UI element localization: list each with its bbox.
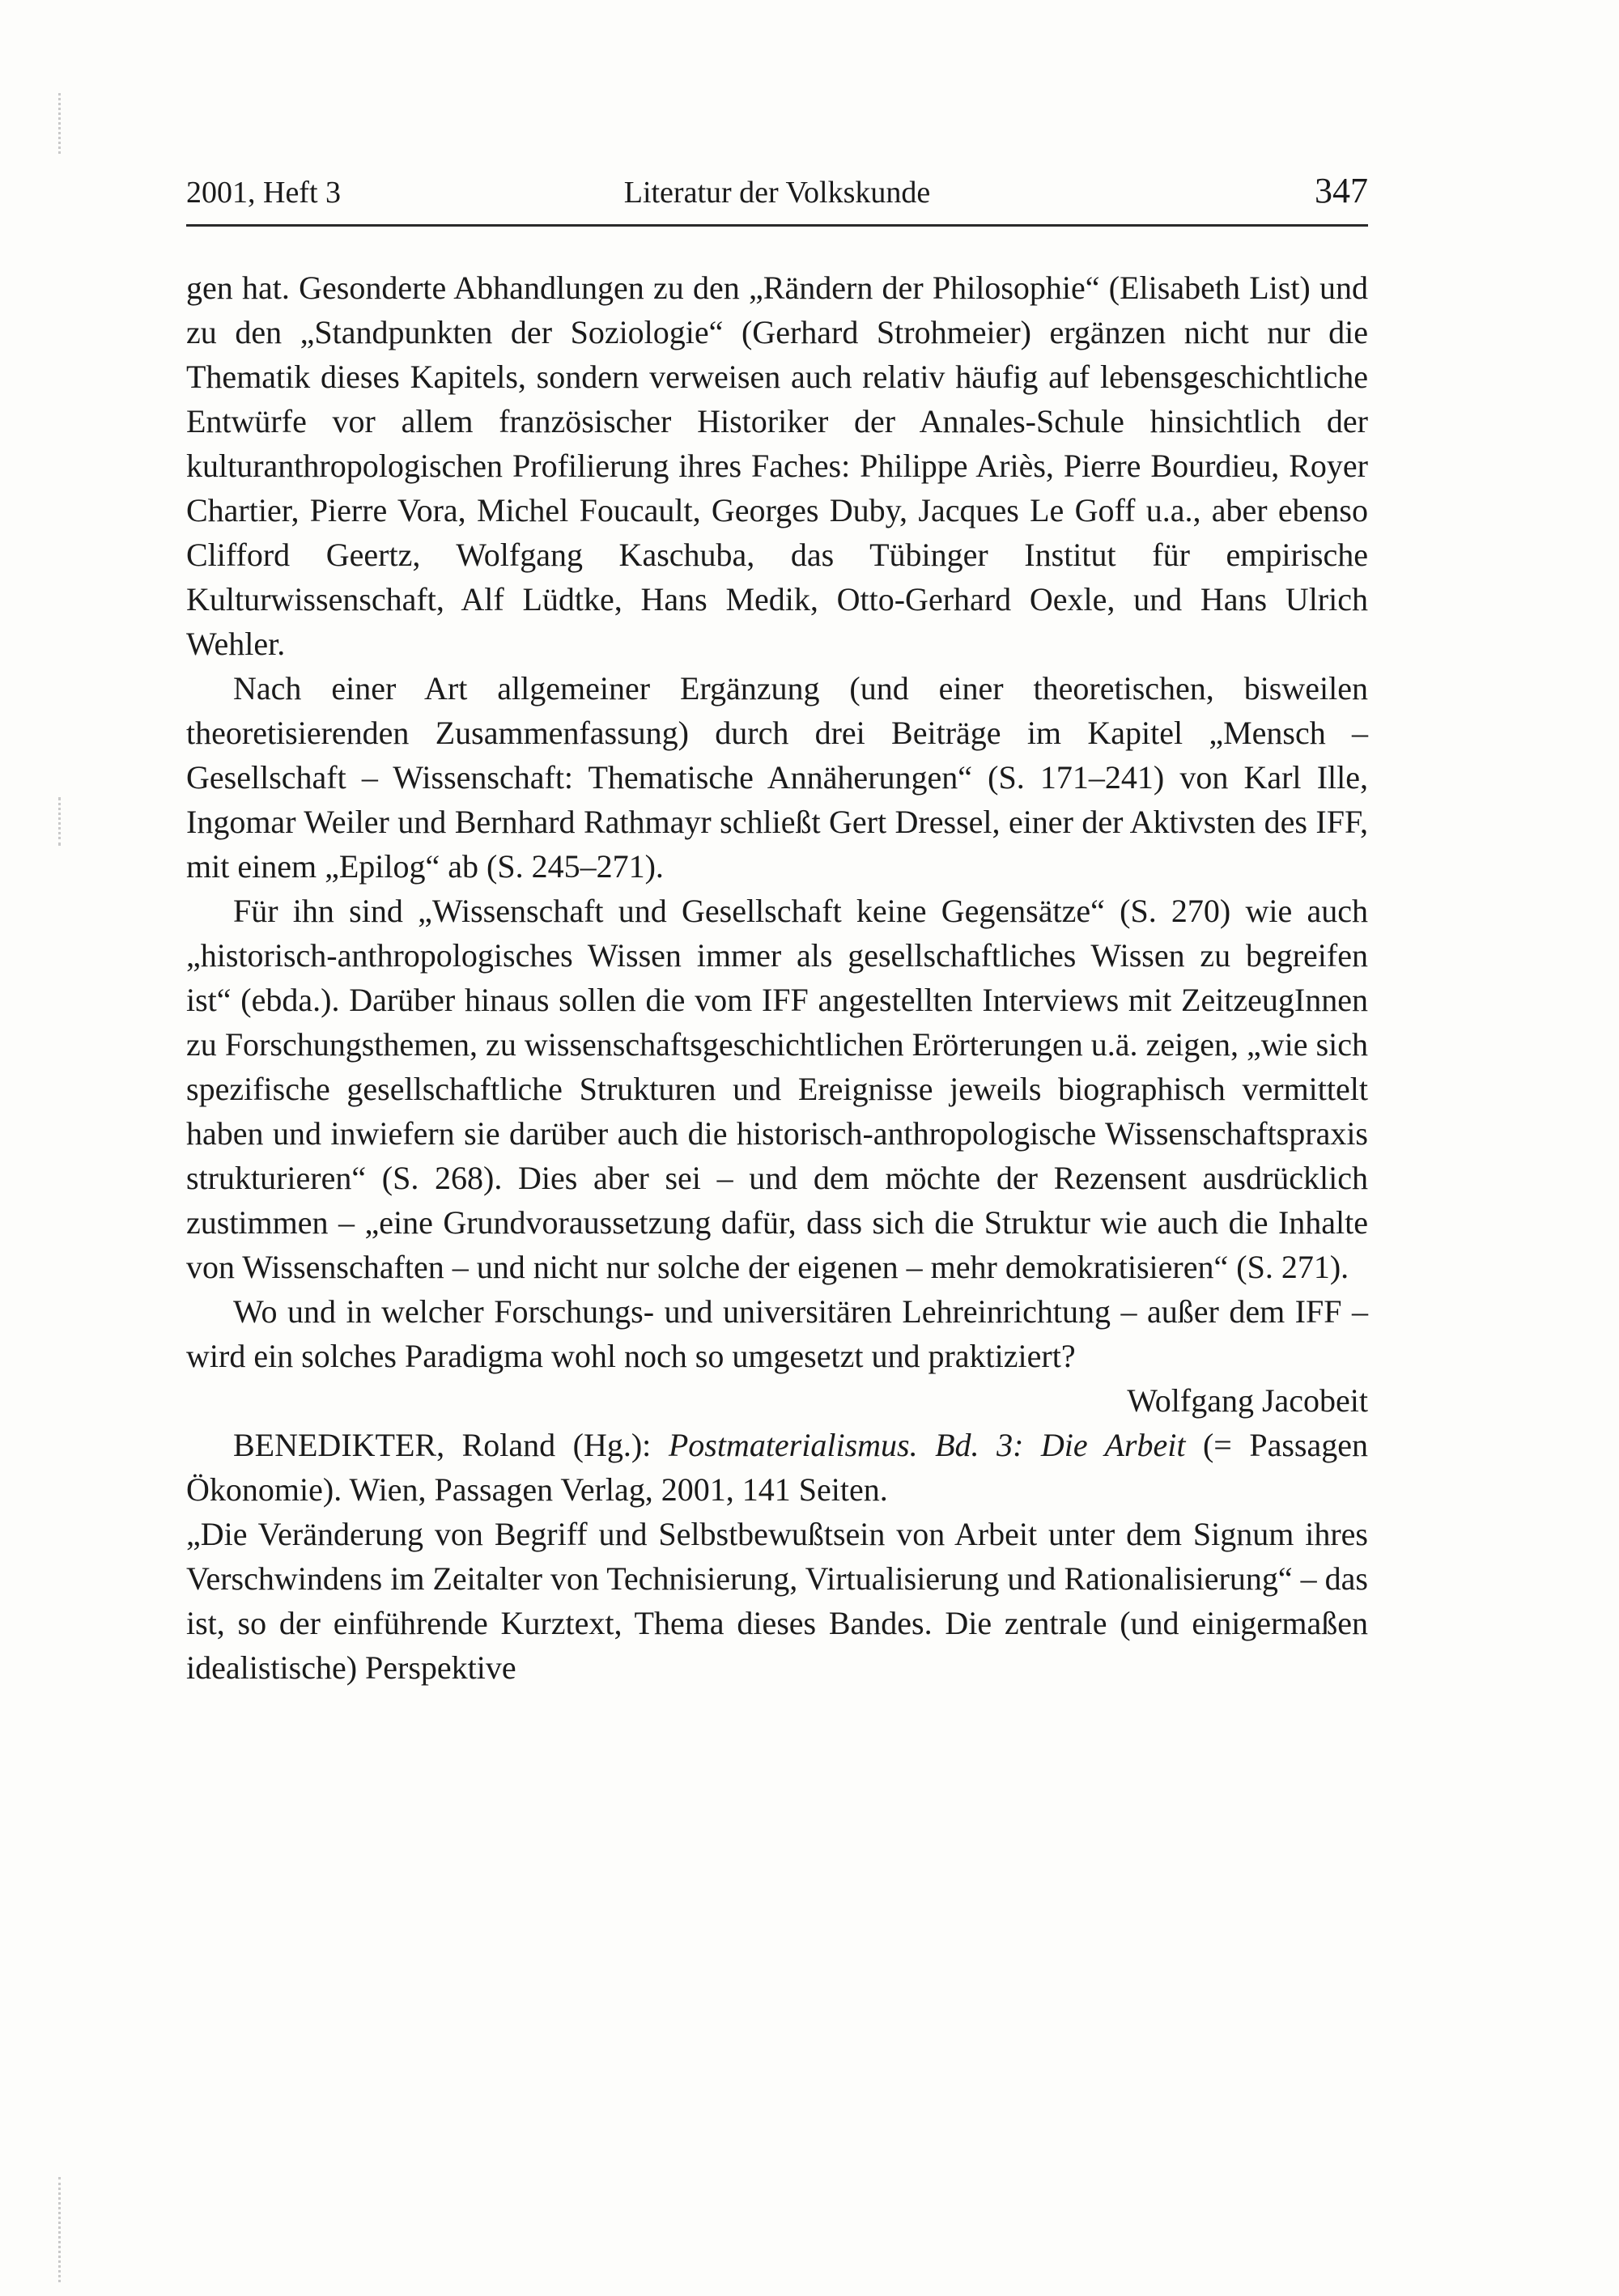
body-paragraph: gen hat. Gesonderte Abhandlungen zu den „Rändern der Philosophie“ (Elisabeth List) und zu den „Standpunkten der Soziologie“ (Gerhard Strohmeier) ergänzen nicht nur die Thematik dieses Kapitels, sondern verweisen auch relativ häufig auf lebensgeschichtliche Entwürfe vor allem französischer Historiker der Annales-Schule hinsichtlich der kulturanthropologischen Profilierung ihres Faches: Philippe Ariès, Pierre Bourdieu, Royer Chartier, Pierre Vora, Michel Foucault, Georges Duby, Jacques Le Goff u.a., aber ebenso Clifford Geertz, Wolfgang Kaschuba, das Tübinger Institut für empirische Kulturwissenschaft, Alf Lüdtke, Hans Medik, Otto-Gerhard Oexle, und Hans Ulrich Wehler. xyxy=(186,269,1368,662)
body-paragraph: Wo und in welcher Forschungs- und universitären Lehreinrichtung – außer dem IFF – wird ein solches Paradigma wohl noch so umgesetzt und praktiziert? xyxy=(186,1293,1368,1374)
page-header xyxy=(186,170,1368,211)
header-issue: 2001, Heft 3 xyxy=(186,176,342,210)
body-paragraph: Für ihn sind „Wissenschaft und Gesellschaft keine Gegensätze“ (S. 270) wie auch „historisch-anthropologisches Wissen immer als gesellschaftliches Wissen zu begreifen ist“ (ebda.). Darüber hinaus sollen die vom IFF angestellten Interviews mit ZeitzeugInnen zu Forschungsthemen, zu wissenschaftsgeschichtlichen Erörterungen u.ä. zeigen, „wie sich spezifische gesellschaftliche Strukturen und Ereignisse jeweils biographisch vermittelt haben und inwiefern sie darüber auch die historisch-anthropologische Wissenschaftspraxis strukturieren“ (S. 268). Dies aber sei – und dem möchte der Rezensent ausdrücklich zustimmen – „eine Grundvoraussetzung dafür, dass sich die Struktur wie auch die Inhalte von Wissenschaften – und nicht nur solche der eigenen – mehr demokratisieren“ (S. 271). xyxy=(186,893,1368,1285)
page-body xyxy=(186,265,1368,1690)
header-journal-title: Literatur der Volkskunde xyxy=(623,176,931,210)
citation-publisher: (= Passagen Ökonomie). Wien, Passagen Verlag, 2001, 141 Seiten. xyxy=(186,1427,1368,1508)
header-rule xyxy=(186,224,1368,227)
body-paragraph: „Die Veränderung von Begriff und Selbstbewußtsein von Arbeit unter dem Signum ihres Verschwindens im Zeitalter von Technisierung, Virtualisierung und Rationalisierung“ – das ist, so der einführende Kurztext, Thema dieses Bandes. Die zentrale (und einigermaßen idealistische) Perspektive xyxy=(186,1516,1368,1686)
scan-artifact-top xyxy=(58,93,61,154)
scan-artifact-middle xyxy=(58,797,61,846)
scan-artifact-bottom xyxy=(58,2177,61,2282)
reviewer-signature: Wolfgang Jacobeit xyxy=(1127,1382,1368,1419)
header-page-number: 347 xyxy=(1314,171,1368,210)
book-citation xyxy=(186,1423,1368,1512)
citation-author: BENEDIKTER, Roland (Hg.): xyxy=(233,1427,669,1463)
body-paragraph: Nach einer Art allgemeiner Ergänzung (und einer theoretischen, bisweilen theoretisierenden Zusammenfassung) durch drei Beiträge im Kapitel „Mensch – Gesellschaft – Wissenschaft: Thematische Annäherungen“ (S. 171–241) von Karl Ille, Ingomar Weiler und Bernhard Rathmayr schließt Gert Dressel, einer der Aktivsten des IFF, mit einem „Epilog“ ab (S. 245–271). xyxy=(186,670,1368,885)
citation-book-title: Postmaterialismus. Bd. 3: Die Arbeit xyxy=(668,1427,1186,1463)
